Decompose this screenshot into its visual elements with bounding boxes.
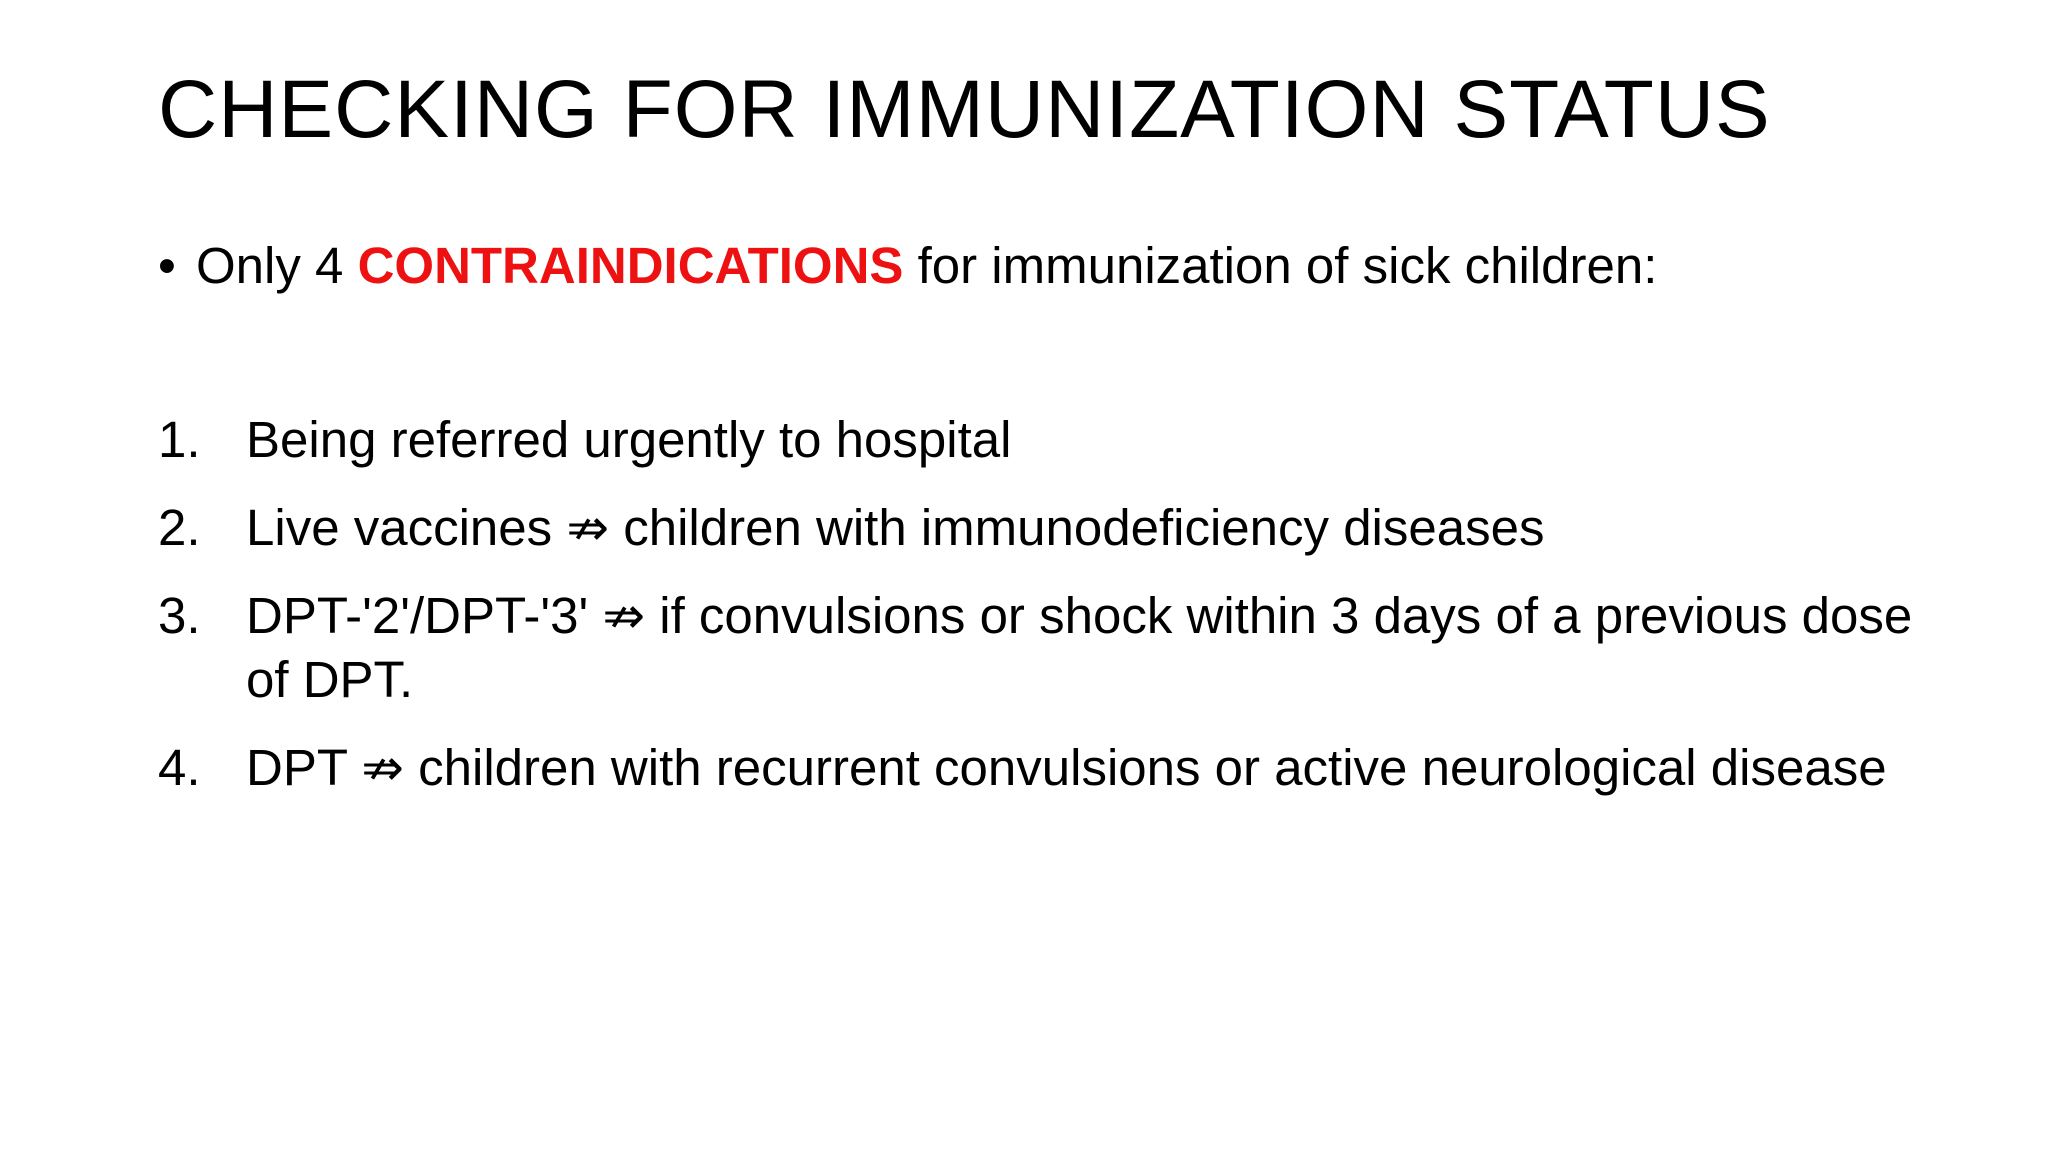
list-item	[158, 496, 1918, 560]
list-item	[158, 408, 1918, 472]
list-item-text: Being referred urgently to hospital	[246, 411, 1012, 468]
list-item-text: DPT-'2'/DPT-'3' ⇏ if convulsions or shock within 3 days of a previous dose of DPT.	[246, 587, 1913, 708]
list-item	[158, 584, 1918, 712]
bullet-text-after: for immunization of sick children:	[903, 237, 1658, 294]
bullet-highlight: CONTRAINDICATIONS	[357, 237, 904, 294]
contraindication-list	[158, 408, 1918, 824]
list-item-number: 4.	[158, 739, 201, 796]
list-item-text: DPT ⇏ children with recurrent convulsions or active neurological disease	[246, 739, 1887, 796]
list-item-text: Live vaccines ⇏ children with immunodeficiency diseases	[246, 499, 1545, 556]
slide-title: CHECKING FOR IMMUNIZATION STATUS	[158, 64, 1771, 155]
list-item-number: 2.	[158, 499, 201, 556]
list-item-number: 3.	[158, 587, 201, 644]
intro-bullet	[158, 236, 1657, 296]
bullet-text-before: Only 4	[196, 237, 358, 294]
bullet-symbol: •	[158, 237, 176, 294]
list-item-number: 1.	[158, 411, 201, 468]
list-item	[158, 736, 1918, 800]
